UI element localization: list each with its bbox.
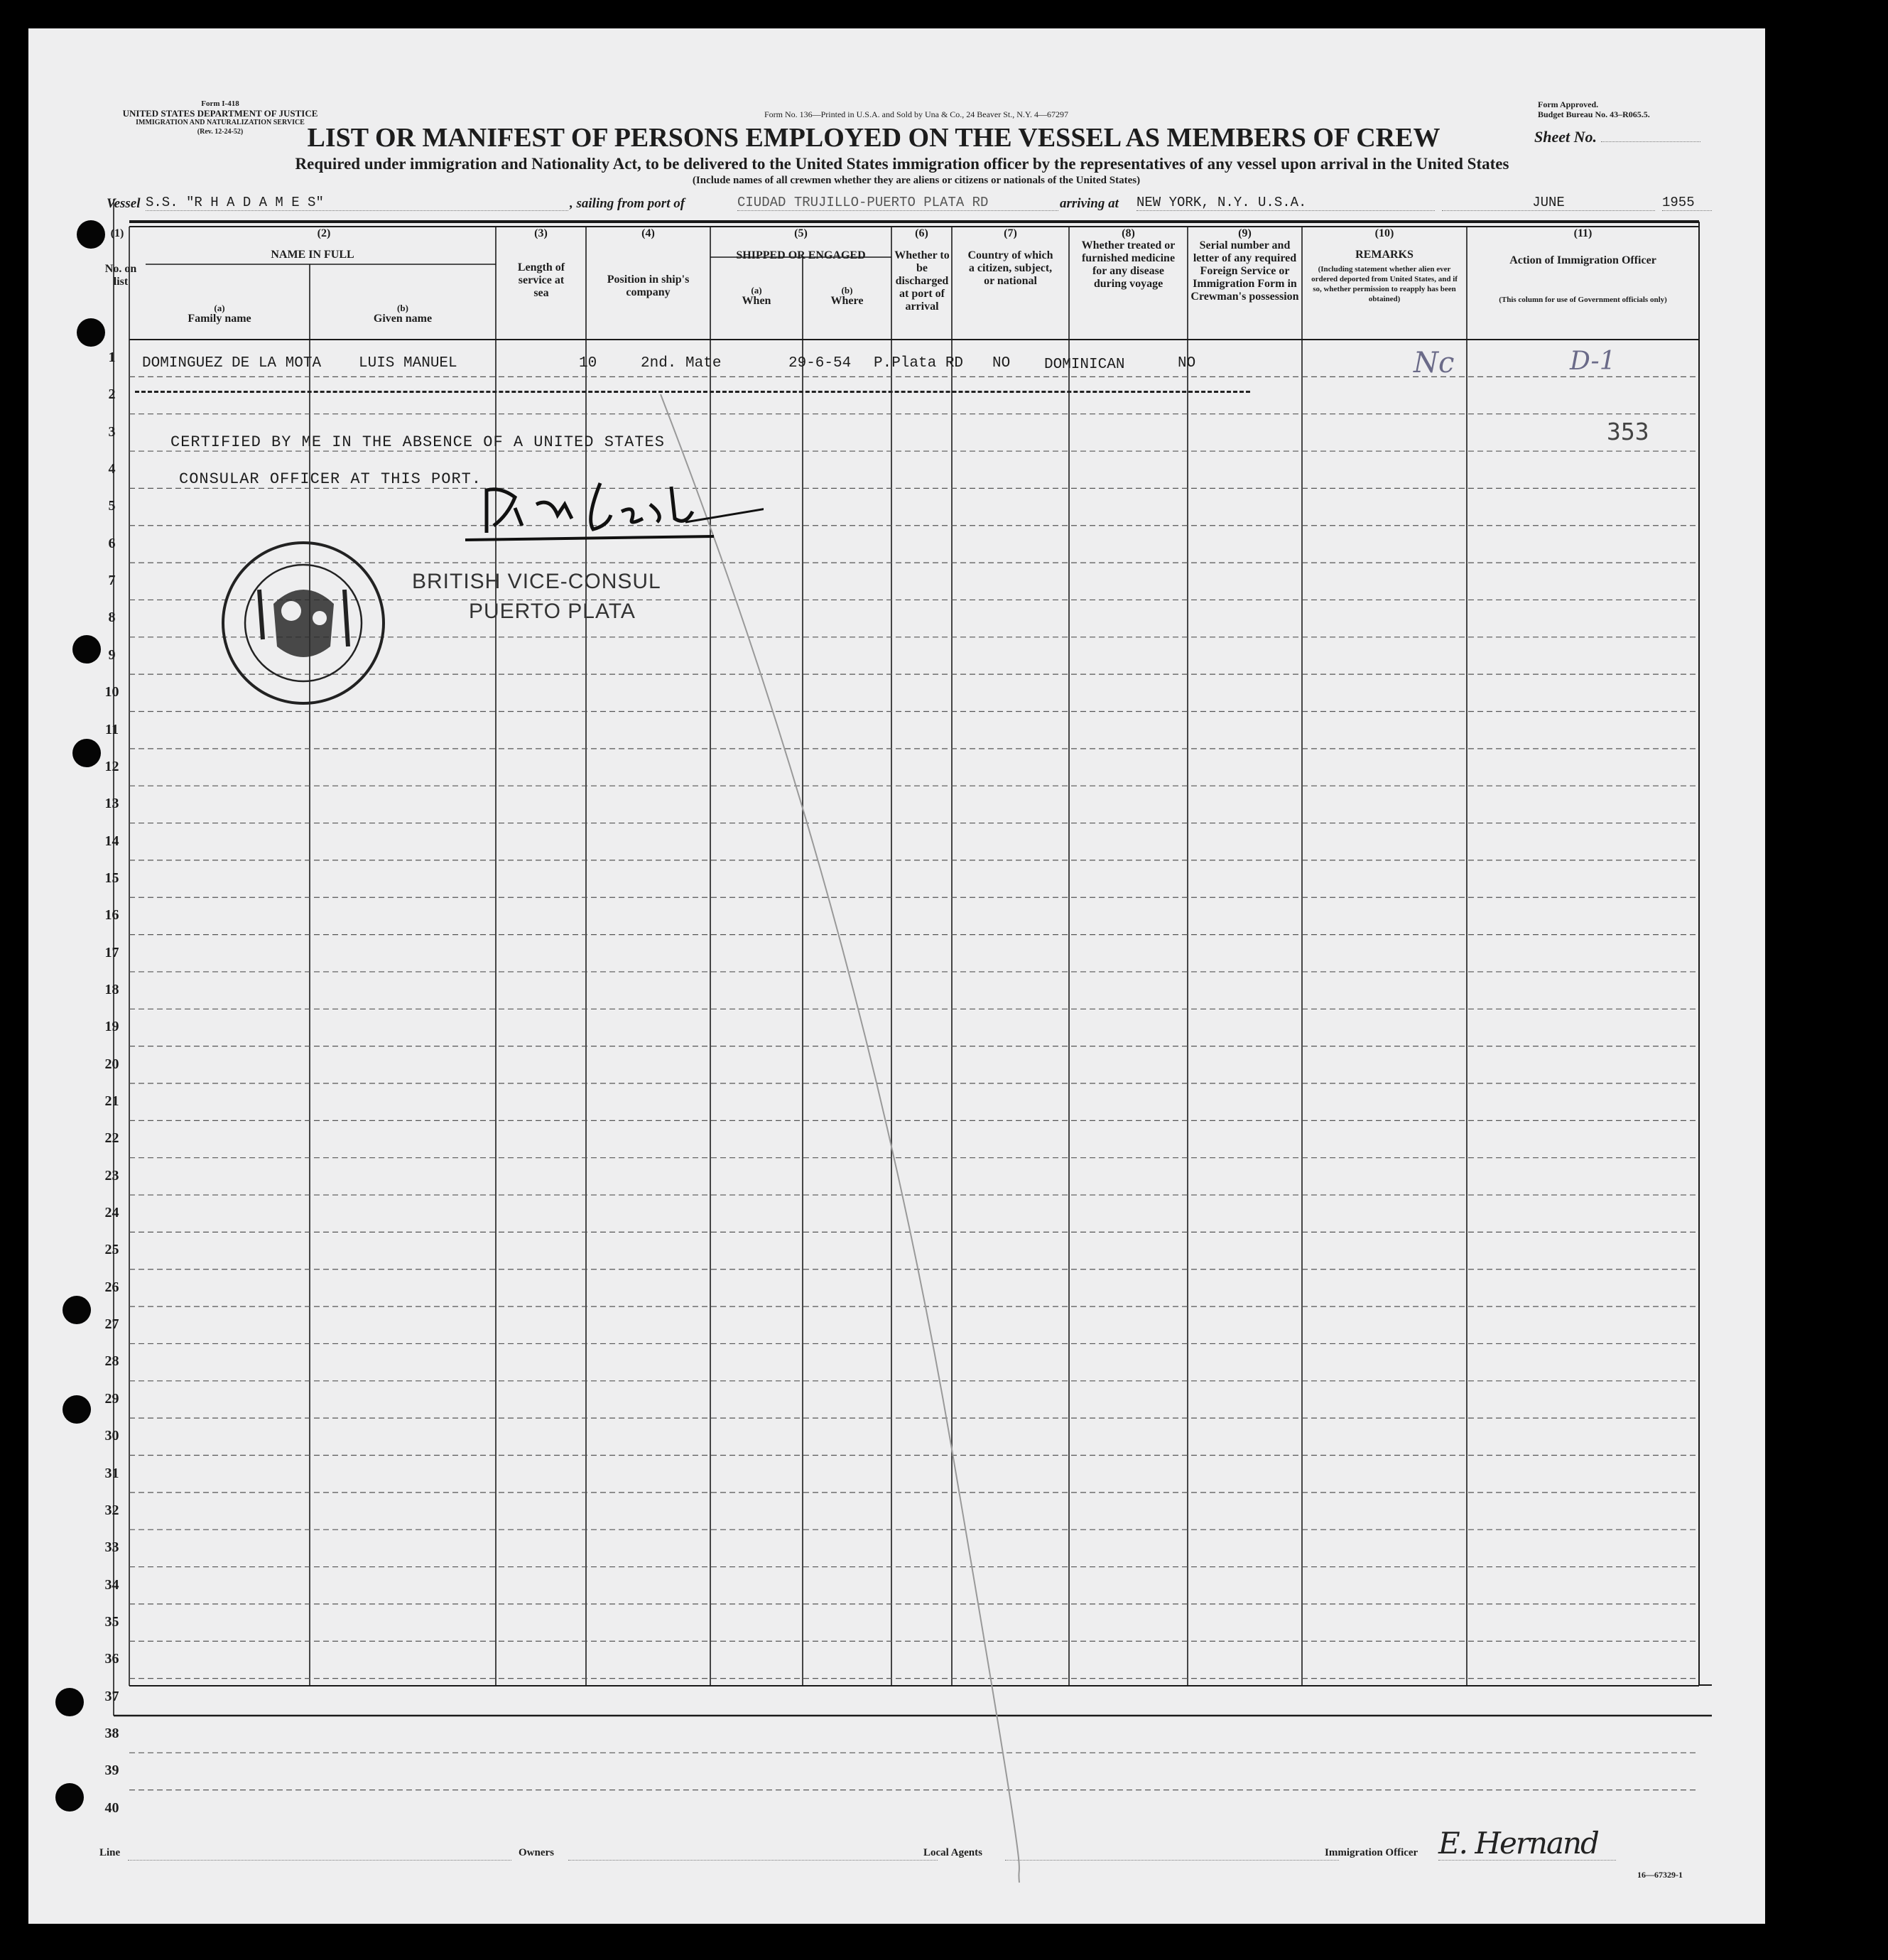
officer-signature: E. Hernand — [1438, 1826, 1598, 1861]
row-1-where: P.Plata RD — [874, 355, 964, 372]
col-11-note: (This column for use of Government officials only) — [1499, 296, 1667, 304]
port-from: CIUDAD TRUJILLO-PUERTO PLATA RD — [737, 195, 1058, 211]
line-number: 39 — [104, 1763, 119, 1779]
punch-hole — [72, 635, 101, 664]
row-2-dash-fill — [135, 391, 1250, 393]
line-number: 19 — [104, 1019, 119, 1035]
stamp-number: 353 — [1607, 418, 1649, 445]
line-number: 35 — [104, 1613, 119, 1630]
punch-hole — [55, 1688, 84, 1716]
line-number: 24 — [104, 1205, 119, 1221]
certification-line-1: CERTIFIED BY ME IN THE ABSENCE OF A UNITED STATES — [170, 433, 665, 451]
col-9-label: Serial number and letter of any required Foreign Service or Immigration Form in Crewman's possession — [1190, 239, 1299, 303]
arriving-label: arriving at — [1060, 196, 1119, 211]
line-number: 20 — [104, 1056, 119, 1072]
line-number: 6 — [108, 535, 116, 551]
page-title: LIST OR MANIFEST OF PERSONS EMPLOYED ON THE VESSEL AS MEMBERS OF CREW — [307, 123, 1441, 153]
punch-hole — [77, 318, 105, 347]
line-number: 3 — [108, 423, 116, 440]
manifest-sheet — [28, 28, 1765, 1924]
col-4-label: Position in ship's company — [607, 274, 690, 298]
line-number: 22 — [104, 1130, 119, 1147]
footer-line-label: Line — [99, 1847, 121, 1858]
line-number: 33 — [104, 1539, 119, 1556]
consular-seal — [220, 540, 387, 707]
col-1-num: (1) — [110, 227, 124, 239]
footer-officer-label: Immigration Officer — [1325, 1847, 1418, 1858]
budget-bureau: Budget Bureau No. 43–R065.5. — [1538, 109, 1650, 119]
col-8-num: (8) — [1122, 227, 1135, 239]
col-6-label: Whether to be discharged at port of arrival — [894, 249, 950, 313]
line-number: 31 — [104, 1465, 119, 1481]
col-2a-num: (a) — [214, 303, 225, 313]
col-3-label: Length of service at sea — [517, 261, 565, 299]
col-5a-label: When — [742, 295, 771, 307]
footer-code: 16—67329-1 — [1637, 1870, 1683, 1880]
row-1-when: 29-6-54 — [788, 355, 852, 372]
footer-agents-label: Local Agents — [923, 1847, 982, 1858]
line-number: 4 — [108, 461, 116, 477]
line-number: 12 — [104, 758, 119, 774]
line-number: 17 — [104, 944, 119, 960]
col-7-num: (7) — [1004, 227, 1017, 239]
consul-signature — [458, 476, 764, 554]
punch-hole — [63, 1395, 91, 1424]
line-number: 16 — [104, 907, 119, 924]
punch-hole — [72, 739, 101, 767]
punch-hole — [55, 1783, 84, 1812]
line-number: 27 — [104, 1316, 119, 1333]
col-8-label: Whether treated or furnished medicine for any disease during voyage — [1081, 239, 1176, 290]
line-number: 2 — [108, 386, 116, 403]
line-number: 29 — [104, 1390, 119, 1407]
line-number: 15 — [104, 870, 119, 886]
line-number: 23 — [104, 1167, 119, 1184]
col-10-num: (10) — [1374, 227, 1394, 239]
subtitle: Required under immigration and Nationality Act, to be delivered to the United States immigration officer by the representatives of any vessel upon arrival in the United States — [295, 155, 1509, 173]
line-number: 18 — [104, 981, 119, 997]
line-number: 37 — [104, 1688, 119, 1704]
revision: (Rev. 12-24-52) — [197, 128, 244, 136]
col-6-num: (6) — [915, 227, 928, 239]
arriving-at: NEW YORK, N.Y. U.S.A. — [1136, 195, 1435, 211]
col-1-label: No. on list — [104, 263, 137, 288]
vessel-label: Vessel — [107, 196, 141, 211]
seal-drawing — [220, 540, 387, 707]
department: UNITED STATES DEPARTMENT OF JUSTICE — [122, 108, 318, 119]
col-11-num: (11) — [1573, 227, 1593, 239]
col-5-label: SHIPPED OR ENGAGED — [736, 249, 866, 261]
row-1-medicine: NO — [1178, 355, 1196, 372]
footer-line-field — [128, 1860, 511, 1861]
punch-hole — [63, 1296, 91, 1324]
footer-owners-label: Owners — [519, 1847, 554, 1858]
consul-title-2: PUERTO PLATA — [469, 600, 636, 623]
line-number: 10 — [104, 684, 119, 700]
printer-line: Form No. 136—Printed in U.S.A. and Sold by Una & Co., 24 Beaver St., N.Y. 4—67297 — [764, 109, 1069, 119]
line-number: 25 — [104, 1242, 119, 1258]
line-number: 40 — [104, 1799, 119, 1816]
line-number: 38 — [104, 1725, 119, 1741]
line-number: 5 — [108, 498, 116, 514]
line-number: 14 — [104, 833, 119, 849]
line-number: 28 — [104, 1353, 119, 1370]
month: JUNE — [1442, 195, 1655, 211]
col-9-num: (9) — [1238, 227, 1252, 239]
line-number: 30 — [104, 1428, 119, 1444]
col-11-label: Action of Immigration Officer — [1509, 254, 1656, 266]
line-number: 8 — [108, 610, 116, 626]
row-1-length: 10 — [579, 355, 597, 372]
punch-hole — [77, 220, 105, 249]
row-1-given-name: LUIS MANUEL — [359, 355, 457, 372]
row-1-family-name: DOMINGUEZ DE LA MOTA — [142, 355, 322, 372]
certification-line-2: CONSULAR OFFICER AT THIS PORT. — [179, 470, 482, 488]
line-number: 11 — [105, 721, 119, 737]
sailing-label: , sailing from port of — [570, 196, 685, 211]
line-number: 1 — [108, 350, 116, 365]
consul-title-1: BRITISH VICE-CONSUL — [412, 570, 661, 593]
line-number: 21 — [104, 1093, 119, 1109]
include-note: (Include names of all crewmen whether they are aliens or citizens or nationals of the United States) — [692, 175, 1141, 186]
row-1-remarks: Nc — [1414, 347, 1455, 379]
col-5b-num: (b) — [841, 285, 853, 296]
form-approved: Form Approved. — [1538, 99, 1599, 109]
col-2b-num: (b) — [397, 303, 408, 313]
col-3-num: (3) — [534, 227, 548, 239]
col-10-note: (Including statement whether alien ever ordered deported from United States, and if so, whether permission to reapply has been obtained) — [1311, 265, 1458, 303]
form-number: Form I-418 — [201, 99, 239, 108]
row-1-position: 2nd. Mate — [641, 355, 722, 372]
col-5-num: (5) — [794, 227, 808, 239]
line-number: 34 — [104, 1576, 119, 1593]
signature-drawing — [458, 476, 764, 554]
line-number: 32 — [104, 1502, 119, 1518]
col-7-label: Country of which a citizen, subject, or national — [967, 249, 1053, 287]
line-number: 26 — [104, 1279, 119, 1295]
line-number: 7 — [108, 573, 116, 589]
row-1-discharged: NO — [992, 355, 1011, 372]
vessel-name: S.S. "R H A D A M E S" — [146, 195, 568, 211]
col-5a-num: (a) — [751, 285, 762, 296]
col-2a-label: Family name — [188, 313, 251, 325]
col-2-label: NAME IN FULL — [271, 249, 354, 261]
line-number: 36 — [104, 1651, 119, 1667]
service: IMMIGRATION AND NATURALIZATION SERVICE — [136, 119, 305, 126]
footer-agents-field — [1005, 1860, 1339, 1861]
col-2b-label: Given name — [373, 313, 433, 325]
col-2-num: (2) — [317, 227, 331, 239]
line-number: 9 — [108, 646, 116, 663]
year: 1955 — [1662, 195, 1712, 211]
sheet-label: Sheet No. — [1534, 128, 1597, 146]
footer-owners-field — [568, 1860, 938, 1861]
row-1-action: D-1 — [1570, 347, 1616, 376]
col-10-label: REMARKS — [1355, 249, 1414, 261]
col-5b-label: Where — [830, 295, 864, 307]
line-number: 13 — [104, 796, 119, 812]
row-1-country: DOMINICAN — [1044, 357, 1125, 373]
col-4-num: (4) — [641, 227, 655, 239]
